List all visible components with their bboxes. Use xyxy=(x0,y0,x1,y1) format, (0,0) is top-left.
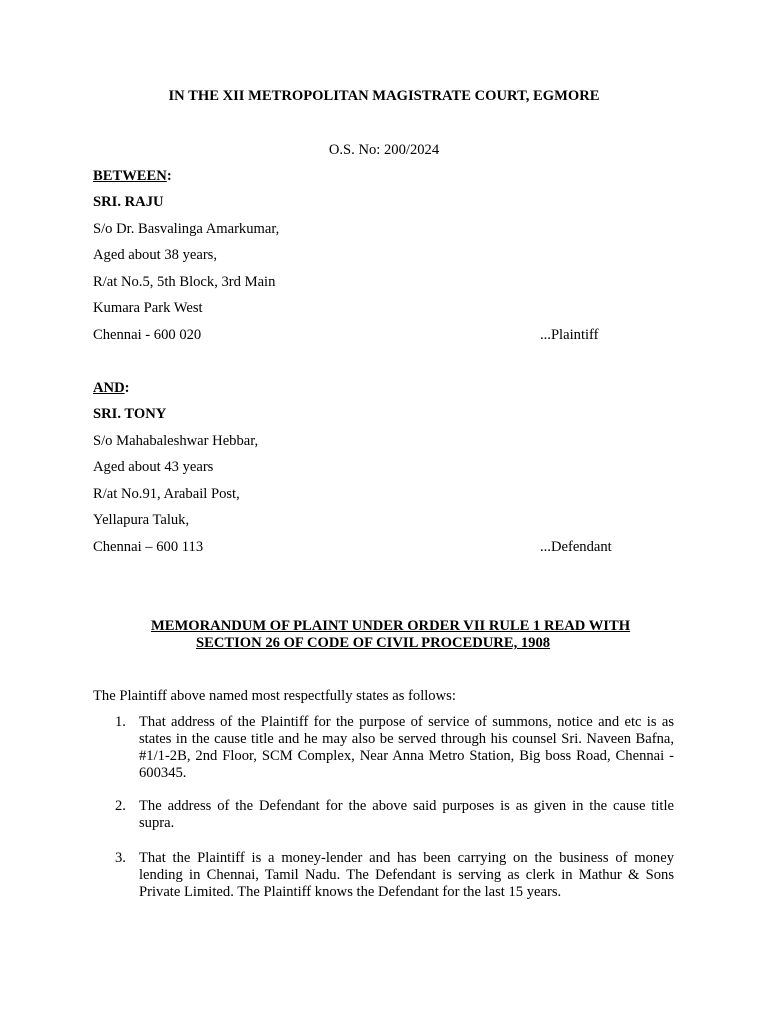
plaintiff-role-label: ...Plaintiff xyxy=(540,327,599,343)
paragraph-number: 3. xyxy=(115,850,126,866)
plaintiff-parentage: S/o Dr. Basvalinga Amarkumar, xyxy=(93,221,280,237)
list-item xyxy=(93,714,674,782)
list-item xyxy=(93,798,674,832)
between-colon: : xyxy=(166,168,172,184)
plaintiff-name: SRI. RAJU xyxy=(93,194,164,210)
memorandum-heading-line1: MEMORANDUM OF PLAINT UNDER ORDER VII RULE 1 READ WITH xyxy=(151,618,631,634)
defendant-address-city: Chennai – 600 113 xyxy=(93,539,204,555)
intro-statement: The Plaintiff above named most respectfully states as follows: xyxy=(93,688,456,704)
between-heading xyxy=(93,168,172,185)
defendant-address-line2: Yellapura Taluk, xyxy=(93,512,190,528)
defendant-age: Aged about 43 years xyxy=(93,459,214,475)
list-item xyxy=(93,850,674,901)
paragraph-text: That the Plaintiff is a money-lender and has been carrying on the business of money lending in Chennai, Tamil Nadu. The Defendant is serving as clerk in Mathur & Sons Private Limited. The Plaintiff knows the Defendant for the last 15 years. xyxy=(139,850,674,900)
plaintiff-address-city: Chennai - 600 020 xyxy=(93,327,202,343)
defendant-role-label: ...Defendant xyxy=(540,539,612,555)
plaintiff-address-line2: Kumara Park West xyxy=(93,300,203,316)
between-label: BETWEEN xyxy=(93,168,167,184)
defendant-parentage: S/o Mahabaleshwar Hebbar, xyxy=(93,433,259,449)
defendant-name: SRI. TONY xyxy=(93,406,167,422)
and-colon: : xyxy=(124,380,130,396)
case-number: O.S. No: 200/2024 xyxy=(328,142,440,158)
paragraph-list-1 xyxy=(93,714,674,782)
and-label: AND xyxy=(93,380,125,396)
plaintiff-address-line1: R/at No.5, 5th Block, 3rd Main xyxy=(93,274,276,290)
court-title: IN THE XII METROPOLITAN MAGISTRATE COURT, EGMORE xyxy=(168,88,600,104)
memorandum-heading-line2: SECTION 26 OF CODE OF CIVIL PROCEDURE, 1908 xyxy=(196,635,551,651)
defendant-address-line1: R/at No.91, Arabail Post, xyxy=(93,486,240,502)
paragraph-number: 1. xyxy=(115,714,126,730)
paragraph-text: That address of the Plaintiff for the purpose of service of summons, notice and etc is as states in the cause title and he may also be served through his counsel Sri. Naveen Bafna, #1/1-2B, 2nd Floor, SCM Complex, Near Anna Metro Station, Big boss Road, Chennai - 600345. xyxy=(139,714,674,781)
paragraph-number: 2. xyxy=(115,798,126,814)
paragraph-list-2 xyxy=(93,798,674,832)
paragraph-list-3 xyxy=(93,850,674,901)
plaintiff-age: Aged about 38 years, xyxy=(93,247,218,263)
paragraph-text: The address of the Defendant for the above said purposes is as given in the cause title supra. xyxy=(139,798,674,831)
and-heading xyxy=(93,380,130,397)
